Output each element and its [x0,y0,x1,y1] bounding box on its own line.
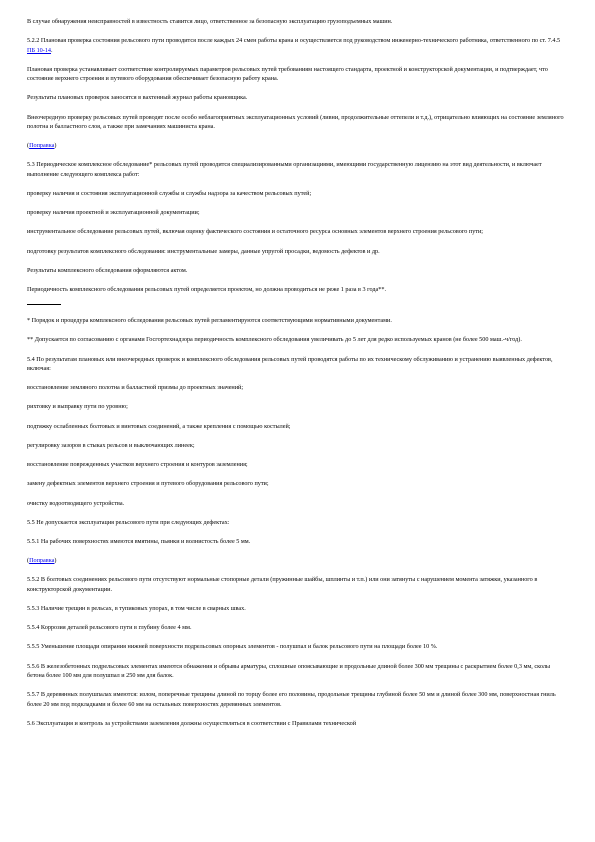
paragraph: Результаты плановых проверок заносятся в вахтенный журнал работы крановщика. [27,94,248,102]
paragraph: В случае обнаружения неисправностей в известность ставится лицо, ответственное за безопасную эксплуатацию грузоподъемных машин. [27,18,393,25]
amendment-link[interactable]: Поправка [29,557,55,565]
list-item: рихтовку и выправку пути по уровню; [27,403,128,411]
paragraph: Плановая проверка устанавливает соответствие контролируемых параметров рельсовых путей требованиям настоящего стандарта, проектной и конструкторской документации, и подтверждает, что состояние верхнего строения и путевого оборудования обеспечивает безопасную работу крана. [27,65,548,83]
paragraph: 5.5.4 Коррозия деталей рельсового пути в глубину более 4 мм. [27,624,192,632]
paragraph: 5.5.1 На рабочих поверхностях имеются вмятины, пьянки и волнистость более 5 мм. [27,537,251,545]
paragraph: Результаты комплексного обследования оформляются актом. [27,266,188,274]
footnote: ** Допускается по согласованию с органами Госгортехнадзора периодичность комплексного обследования увеличивать до 5 лет для редко используемых кранов (не более 500 маш.-ч/год). [27,336,522,344]
footnote-divider [27,304,61,305]
paragraph: подготовку результатов комплексного обследования: инструментальные замеры, данные упругой просадки, ведомость дефектов и др. [27,247,380,255]
amendment-paragraph: (Поправка) [27,557,57,565]
paragraph: проверку наличия и состояния эксплуатационной службы и службы надзора за качеством рельсовых путей; [27,190,312,198]
paragraph: Периодичность комплексного обследования рельсовых путей определяется проектом, но должна проводиться не реже 1 раза в 3 года**. [27,286,387,294]
list-item: очистку водоотводящего устройства. [27,499,125,507]
paragraph: 5.3 Периодическое комплексное обследование* рельсовых путей проводится специализированными организациями, имеющими государственную лицензию на этот вид деятельности, и включает выполнение следующего комплекса работ: [27,161,542,178]
paragraph: инструментальное обследование рельсовых путей, включая оценку фактического состояния и остаточного ресурса основных элементов верхнего строения рельсового пути; [27,228,484,236]
list-item: замену дефектных элементов верхнего строения и путевого оборудования рельсового пути; [27,480,269,488]
paragraph: 5.5.3 Наличие трещин в рельсах, в тупиковых упорах, в том числе в сварных швах. [27,604,246,612]
paragraph: 5.5.7 В деревянных полушпалах имеются: излом, поперечные трещины длиной по торцу более его половины, продольные трещины глубиной более 50 мм и длиной более 300 мм, поверхностная гниль более 20 мм под подкладками и более 60 мм на остальных поверхностях деревянных элементов. [27,691,556,708]
document-page [27,17,569,738]
paragraph: 5.4 По результатам плановых или внеочередных проверок и комплексного обследования рельсовых путей проводятся работы по их техническому обслуживанию и устранению выявленных дефектов, включая: [27,355,553,373]
amendment-paragraph: (Поправка) [27,142,57,150]
list-item: регулировку зазоров в стыках рельсов и выключающих линеек; [27,441,195,449]
paragraph: проверку наличия проектной и эксплуатационной документации; [27,209,200,217]
list-item: восстановление поврежденных участков верхнего строения и контуров заземления; [27,461,248,469]
paragraph: 5.5.5 Уменьшение площади опирания нижней поверхности подрельсовых опорных элементов - полушпал и балок рельсового пути на площади более 10 %. [27,643,438,651]
list-item: подтяжку ослабленных болтовых и винтовых соединений, а также крепления с помощью костылей; [27,422,291,430]
pb-10-14-link[interactable]: ПБ 10-14 [27,46,52,54]
paragraph: 5.5.2 В болтовых соединениях рельсового пути отсутствуют нормальные стопорные детали (пружинные шайбы, шплинты и т.п.) или они затянуты с нарушением момента затяжки, указанного в конструкторской документации. [27,576,538,593]
amendment-link[interactable]: Поправка [29,142,55,150]
list-item: восстановление земляного полотна и балластной призмы до проектных значений; [27,384,244,392]
paragraph: 5.5.6 В железобетонных подрельсовых элементах имеются обнажения и обрывы арматуры, сплошные опоясывающие и продольные длиной более 300 мм трещины с раскрытием более 0,3 мм, сколы бетона более 100 мм для полушпал и 250 мм для балок. [27,662,551,679]
footnote: * Порядок и процедура комплексного обследования рельсовых путей регламентируются соответствующими нормативными документами. [27,317,392,325]
paragraph: 5.2.2 Плановая проверка состояния рельсового пути проводится после каждых 24 смен работы крана и осуществляется под руководством инженерно-технического работника, ответственного по ст. 7.4.5 ПБ 10-14. [27,37,561,54]
paragraph: Внеочередную проверку рельсовых путей проводят после особо неблагоприятных эксплуатационных условий (ливни, продолжительные оттепели и т.д.), отрицательно влияющих на состояние земляного полотна и балластного слоя, а также при замечаниях машиниста крана. [27,113,564,131]
paragraph: 5.6 Эксплуатация и контроль за устройствами заземления должны осуществляться в соответствии с Правилами технической [27,719,357,727]
paragraph: 5.5 Не допускается эксплуатация рельсового пути при следующих дефектах: [27,518,230,526]
